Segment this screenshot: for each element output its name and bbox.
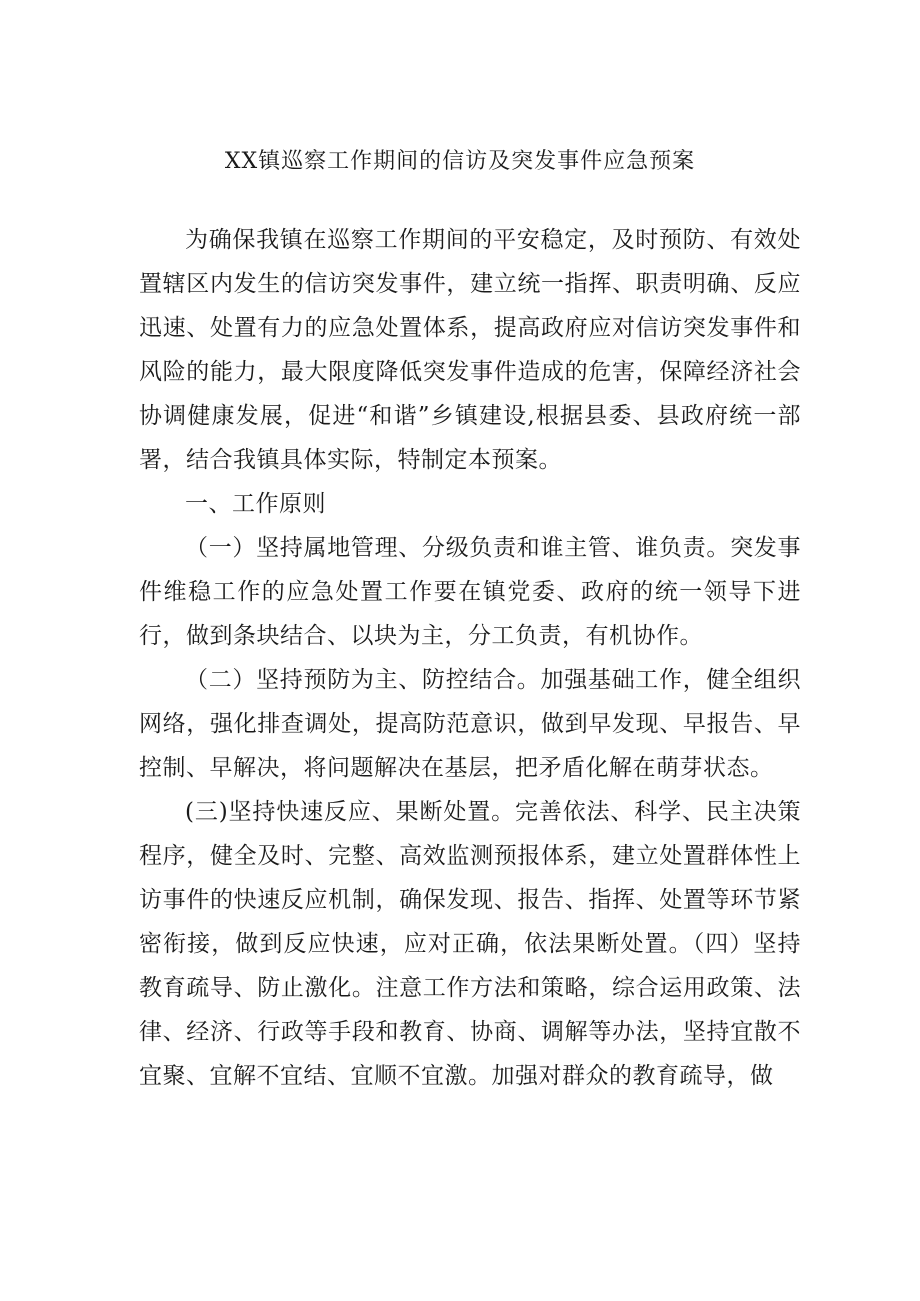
paragraph-principle-2: （二）坚持预防为主、防控结合。加强基础工作，健全组织网络，强化排查调处，提高防范意识，做到早发现、早报告、早控制、早解决，将问题解决在基层，把矛盾化解在萌芽状态。: [139, 667, 801, 781]
section-heading-principles: 一、工作原则: [185, 491, 326, 517]
paragraph-principle-1: （一）坚持属地管理、分级负责和谁主管、谁负责。突发事件维稳工作的应急处置工作要在镇党委、政府的统一领导下进行，做到条块结合、以块为主，分工负责，有机协作。: [139, 535, 801, 649]
document-title: XX镇巡察工作期间的信访及突发事件应急预案: [224, 149, 696, 174]
document-body: [139, 218, 801, 1098]
paragraph-intro: 为确保我镇在巡察工作期间的平安稳定，及时预防、有效处置辖区内发生的信访突发事件，建立统一指挥、职责明确、反应迅速、处置有力的应急处置体系，提高政府应对信访突发事件和风险的能力，最大限度降低突发事件造成的危害，保障经济社会协调健康发展，促进“和谐”乡镇建设,根据县委、县政府统一部署，结合我镇具体实际，特制定本预案。: [139, 227, 801, 473]
paragraph-principle-3: (三)坚持快速反应、果断处置。完善依法、科学、民主决策程序，健全及时、完整、高效监测预报体系，建立处置群体性上访事件的快速反应机制，确保发现、报告、指挥、处置等环节紧密衔接，做到反应快速，应对正确，依法果断处置。（四）坚持教育疏导、防止激化。注意工作方法和策略，综合运用政策、法律、经济、行政等手段和教育、协商、调解等办法，坚持宜散不宜聚、宜解不宜结、宜顺不宜激。加强对群众的教育疏导，做: [139, 799, 801, 1089]
